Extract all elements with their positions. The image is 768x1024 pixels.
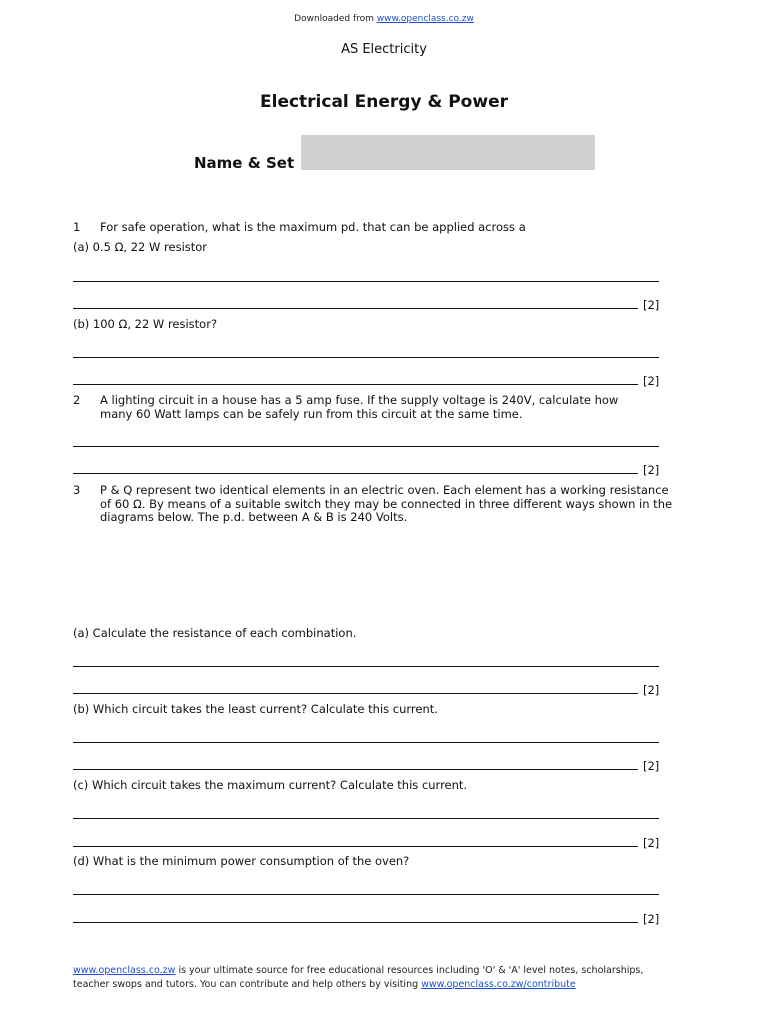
mark-allocation: [2] <box>643 374 660 388</box>
question-1-stem: For safe operation, what is the maximum pd. that can be applied across a <box>100 220 526 234</box>
question-2-text-line-2: many 60 Watt lamps can be safely run from this circuit at the same time. <box>100 406 523 421</box>
mark-allocation: [2] <box>643 298 660 312</box>
answer-line[interactable] <box>73 894 659 895</box>
mark-allocation: [2] <box>643 463 660 477</box>
page-footer <box>73 964 713 992</box>
name-set-label: Name & Set <box>194 154 295 172</box>
answer-line[interactable] <box>73 308 638 309</box>
answer-line[interactable] <box>73 769 638 770</box>
question-2-text-line-1: A lighting circuit in a house has a 5 amp fuse. If the supply voltage is 240V, calculate how <box>100 393 619 407</box>
mark-allocation: [2] <box>643 836 660 850</box>
question-3c: (c) Which circuit takes the maximum current? Calculate this current. <box>73 778 468 792</box>
footer-line-1 <box>73 964 713 978</box>
mark-allocation: [2] <box>643 912 660 926</box>
answer-line[interactable] <box>73 742 659 743</box>
answer-line[interactable] <box>73 281 659 282</box>
answer-line[interactable] <box>73 666 659 667</box>
question-3a: (a) Calculate the resistance of each combination. <box>73 626 357 640</box>
question-3-number: 3 <box>73 483 81 497</box>
footer-text-1: is your ultimate source for free educational resources including 'O' & 'A' level notes, scholarships, <box>175 965 644 976</box>
answer-line[interactable] <box>73 446 659 447</box>
question-2-number: 2 <box>73 393 81 407</box>
answer-line[interactable] <box>73 357 659 358</box>
answer-line[interactable] <box>73 473 638 474</box>
footer-text-2: teacher swops and tutors. You can contribute and help others by visiting <box>73 979 422 990</box>
page-title: Electrical Energy & Power <box>260 92 508 112</box>
name-set-field[interactable] <box>301 135 595 170</box>
question-3-text-line-2: of 60 Ω. By means of a suitable switch they may be connected in three different ways shown in the <box>100 496 673 511</box>
answer-line[interactable] <box>73 693 638 694</box>
footer-openclass-link[interactable]: www.openclass.co.zw <box>73 965 176 976</box>
answer-line[interactable] <box>73 818 659 819</box>
footer-contribute-link[interactable]: www.openclass.co.zw/contribute <box>421 979 576 990</box>
answer-line[interactable] <box>73 384 638 385</box>
download-prefix: Downloaded from <box>294 14 377 24</box>
answer-line[interactable] <box>73 922 638 923</box>
question-1b: (b) 100 Ω, 22 W resistor? <box>73 317 218 331</box>
download-source-note <box>0 14 768 24</box>
question-3b: (b) Which circuit takes the least current? Calculate this current. <box>73 702 438 716</box>
mark-allocation: [2] <box>643 683 660 697</box>
answer-line[interactable] <box>73 846 638 847</box>
mark-allocation: [2] <box>643 759 660 773</box>
footer-line-2 <box>73 978 713 992</box>
question-3-text-line-1: P & Q represent two identical elements in an electric oven. Each element has a working resistance <box>100 483 669 497</box>
question-3d: (d) What is the minimum power consumption of the oven? <box>73 854 410 868</box>
question-1-number: 1 <box>73 220 81 234</box>
question-3-text-line-3: diagrams below. The p.d. between A & B is 240 Volts. <box>100 510 408 524</box>
course-label: AS Electricity <box>341 42 427 57</box>
question-1a: (a) 0.5 Ω, 22 W resistor <box>73 240 208 254</box>
openclass-link[interactable]: www.openclass.co.zw <box>376 14 474 24</box>
